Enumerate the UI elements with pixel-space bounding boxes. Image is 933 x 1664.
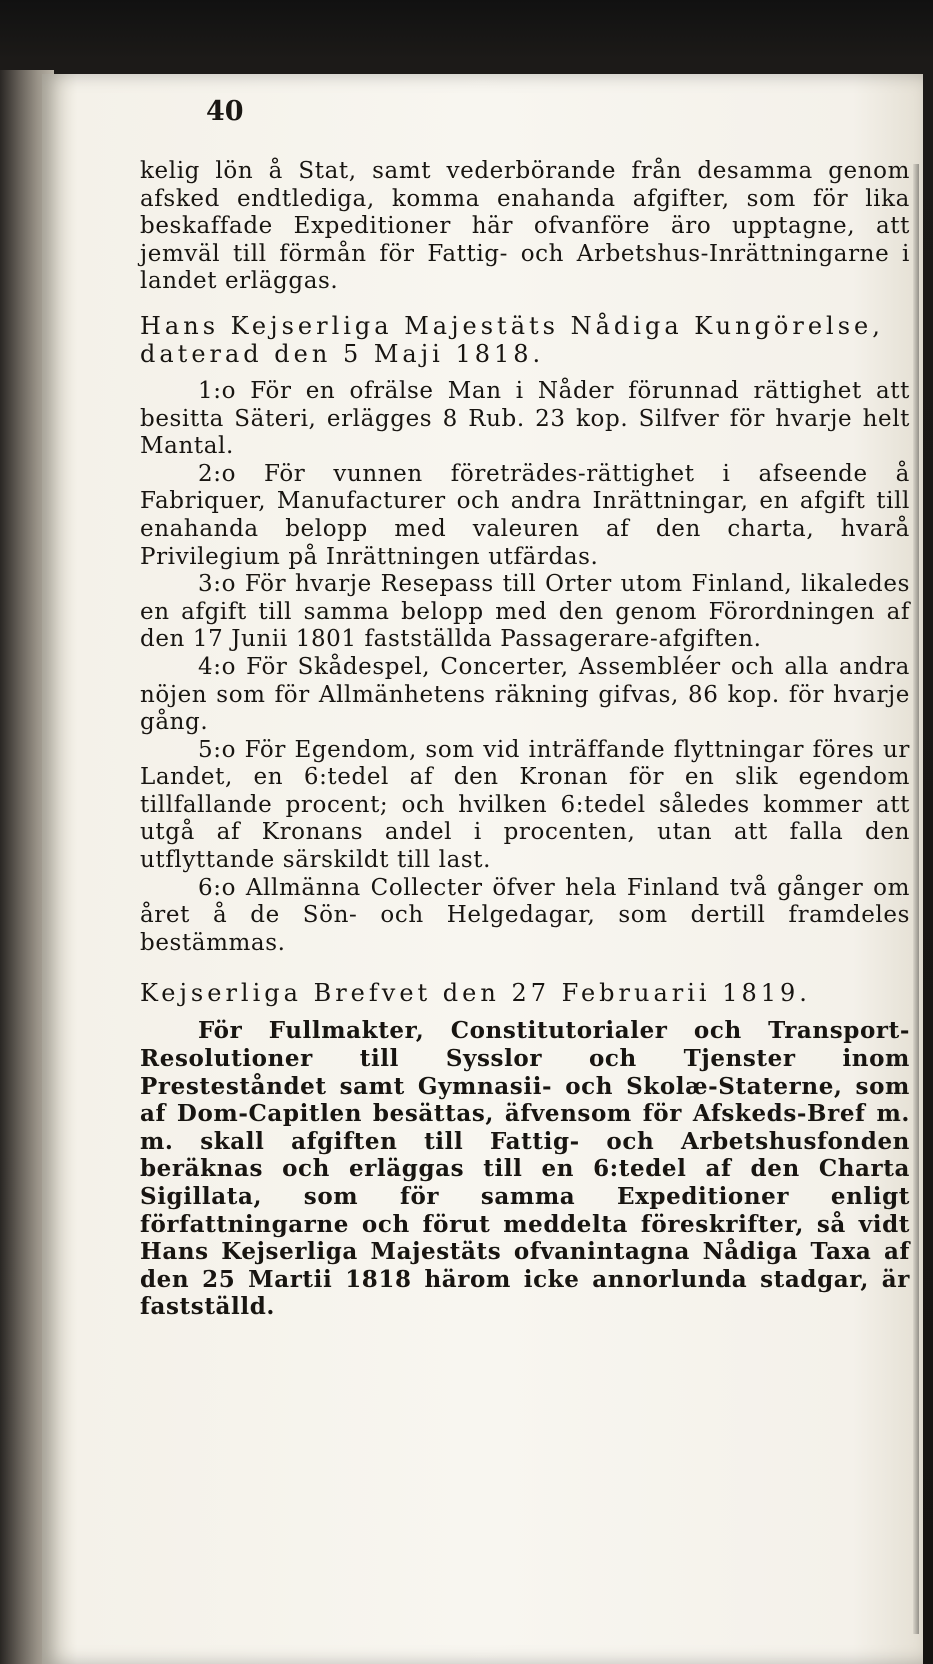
- list-item: 4:o För Skådespel, Concerter, Assembléer och alla andra nöjen som för Allmänhetens räkning gifvas, 86 kop. för hvarje gång.: [140, 653, 910, 736]
- page-number: 40: [206, 96, 244, 127]
- spacer: [140, 368, 910, 378]
- heading-kungorelse: Hans Kejserliga Majestäts Nådiga Kungörelse, daterad den 5 Maji 1818.: [140, 311, 884, 368]
- heading-brefvet: Kejserliga Brefvet den 27 Februarii 1819.: [140, 979, 811, 1008]
- spacer: [140, 296, 910, 312]
- list-item: 1:o För en ofrälse Man i Nåder förunnad rättighet att besitta Säteri, erlägges 8 Rub. 23 kop. Silfver för hvarje helt Mantal.: [140, 377, 910, 460]
- page-edge-shadow: [913, 164, 919, 1634]
- list-item: 6:o Allmänna Collecter öfver hela Finland två gånger om året å de Sön- och Helgedagar, som dertill framdeles bestämmas.: [140, 874, 910, 956]
- final-paragraph: För Fullmakter, Constitutorialer och Transport-Resolutioner till Sysslor och Tjenster inom Presteståndet samt Gymnasii- och Skolæ-Staterne, som af Dom-Capitlen besättas, äfvensom för Afskeds-Bref m. m. skall afgiften till Fattig- och Arbetshusfonden beräknas och erläggas till en 6:tedel af den Charta Sigillata, som för samma Expeditioner enligt författningarne och förut meddelta föreskrifter, så vidt Hans Kejserliga Majestäts ofvanintagna Nådiga Taxa af den 25 Martii 1818 härom icke annorlunda stadgar, är fastställd.: [140, 1017, 910, 1321]
- list-item: 2:o För vunnen företrädes-rättighet i afseende å Fabriquer, Manufacturer och andra Inrättningar, en afgift till enahanda belopp med valeuren af den charta, hvarå Privilegium på Inrättningen utfärdas.: [140, 460, 910, 570]
- spacer: [140, 1007, 910, 1017]
- intro-paragraph: kelig lön å Stat, samt vederbörande från desamma genom afsked endtlediga, komma enahanda afgifter, som för lika beskaffade Expeditioner här ofvanföre äro upptagne, att jemväl till förmån för Fattig- och Arbetshus-Inrättningarne i landet erläggas.: [140, 158, 910, 295]
- spacer: [140, 957, 910, 973]
- page-text-block: [140, 158, 910, 1321]
- list-item: 5:o För Egendom, som vid inträffande flyttningar föres ur Landet, en 6:tedel af den Kronan för en slik egendom tillfallande procent; och hvilken 6:tedel således kommer att utgå af Kronans andel i procenten, utan att falla den utflyttande särskildt till last.: [140, 736, 910, 874]
- list-item: 3:o För hvarje Resepass till Orter utom Finland, likaledes en afgift till samma belopp med den genom Förordningen af den 17 Junii 1801 fastställda Passagerare-afgiften.: [140, 571, 910, 653]
